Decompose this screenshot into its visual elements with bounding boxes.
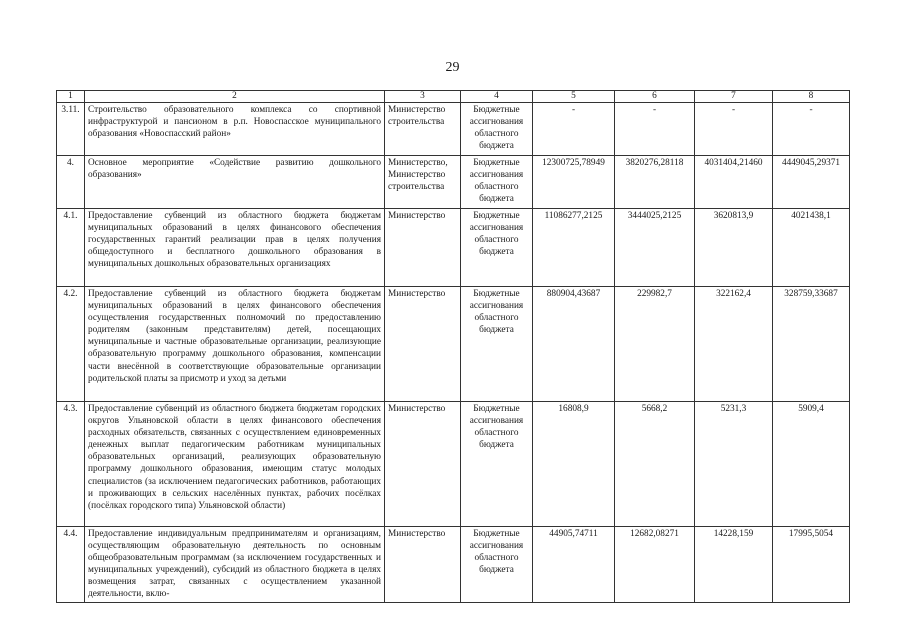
row-executor: Министерство строительства [385, 103, 461, 156]
row-funding-source: Бюджетные ассигнования областного бюджета [461, 287, 533, 402]
table-row [57, 527, 850, 603]
row-funding-source: Бюджетные ассигнования областного бюджета [461, 209, 533, 287]
header-cell: 8 [773, 91, 850, 103]
table-row [57, 287, 850, 402]
row-description: Предоставление индивидуальным предпринимателям и организациям, осуществляющим образовательную деятельность по основным общеобразовательным программам (за исключением государственных и муниципальных учреждений), субсидий из областного бюджета в целях возмещения затрат, связанных с осуществлением указанной деятельности, вклю- [85, 527, 385, 603]
row-value-col8: 4021438,1 [773, 209, 850, 287]
row-value-col6: - [615, 103, 695, 156]
row-value-col6: 5668,2 [615, 402, 695, 527]
row-value-col7: 3620813,9 [695, 209, 773, 287]
table-row [57, 402, 850, 527]
row-value-col8: - [773, 103, 850, 156]
row-funding-source: Бюджетные ассигнования областного бюджета [461, 527, 533, 603]
row-value-col7: 14228,159 [695, 527, 773, 603]
row-value-col8: 328759,33687 [773, 287, 850, 402]
row-description: Строительство образовательного комплекса со спортивной инфраструктурой и пансионом в р.п. Новоспасское муниципального образования «Новоспасский район» [85, 103, 385, 156]
row-number: 4.4. [57, 527, 85, 603]
row-value-col6: 12682,08271 [615, 527, 695, 603]
row-description: Основное мероприятие «Содействие развитию дошкольного образования» [85, 156, 385, 209]
header-cell: 6 [615, 91, 695, 103]
row-value-col5: 12300725,78949 [533, 156, 615, 209]
row-value-col7: - [695, 103, 773, 156]
row-value-col7: 322162,4 [695, 287, 773, 402]
row-value-col5: 16808,9 [533, 402, 615, 527]
header-cell: 3 [385, 91, 461, 103]
row-value-col7: 4031404,21460 [695, 156, 773, 209]
row-value-col8: 17995,5054 [773, 527, 850, 603]
row-value-col5: 11086277,2125 [533, 209, 615, 287]
row-description: Предоставление субвенций из областного бюджета бюджетам муниципальных образований в целях финансового обеспечения осуществления государственных полномочий по предоставлению родителям (законным представителям) детей, посещающих муниципальные и частные образовательные организации, реализующие образовательную программу дошкольного образования, компенсации части внесённой в соответствующие образовательные организации родительской платы за присмотр и уход за детьми [85, 287, 385, 402]
row-value-col5: 44905,74711 [533, 527, 615, 603]
row-number: 3.11. [57, 103, 85, 156]
budget-table [56, 90, 850, 603]
header-cell: 5 [533, 91, 615, 103]
header-cell: 1 [57, 91, 85, 103]
row-value-col6: 3444025,2125 [615, 209, 695, 287]
row-description: Предоставление субвенций из областного бюджета бюджетам городских округов Ульяновской области в целях финансового обеспечения расходных обязательств, связанных с осуществлением единовременных денежных выплат педагогическим работникам муниципальных образовательных организаций, реализующих образовательную программу дошкольного образования, имеющим статус молодых специалистов (за исключением педагогических работников, работающих и проживающих в сельских населённых пунктах, рабочих посёлках (посёлках городского типа) Ульяновской области) [85, 402, 385, 527]
row-executor: Министерство [385, 209, 461, 287]
row-funding-source: Бюджетные ассигнования областного бюджета [461, 103, 533, 156]
table-row [57, 156, 850, 209]
row-value-col7: 5231,3 [695, 402, 773, 527]
row-value-col8: 5909,4 [773, 402, 850, 527]
row-description: Предоставление субвенций из областного бюджета бюджетам муниципальных образований в целях финансового обеспечения государственных гарантий реализации прав в целях получения общедоступного и бесплатного дошкольного образования в муниципальных дошкольных образовательных организациях [85, 209, 385, 287]
row-value-col5: 880904,43687 [533, 287, 615, 402]
row-funding-source: Бюджетные ассигнования областного бюджета [461, 156, 533, 209]
page-number: 29 [445, 60, 460, 75]
table-header-row [57, 91, 850, 103]
row-value-col5: - [533, 103, 615, 156]
row-funding-source: Бюджетные ассигнования областного бюджета [461, 402, 533, 527]
row-executor: Министерство [385, 402, 461, 527]
row-number: 4.3. [57, 402, 85, 527]
header-cell: 4 [461, 91, 533, 103]
header-cell: 7 [695, 91, 773, 103]
row-value-col8: 4449045,29371 [773, 156, 850, 209]
header-cell: 2 [85, 91, 385, 103]
row-executor: Министерство [385, 287, 461, 402]
row-executor: Министерство [385, 527, 461, 603]
table-row [57, 209, 850, 287]
row-number: 4.1. [57, 209, 85, 287]
table-row [57, 103, 850, 156]
row-value-col6: 3820276,28118 [615, 156, 695, 209]
row-number: 4.2. [57, 287, 85, 402]
row-executor: Министерство, Министерство строительства [385, 156, 461, 209]
row-value-col6: 229982,7 [615, 287, 695, 402]
row-number: 4. [57, 156, 85, 209]
